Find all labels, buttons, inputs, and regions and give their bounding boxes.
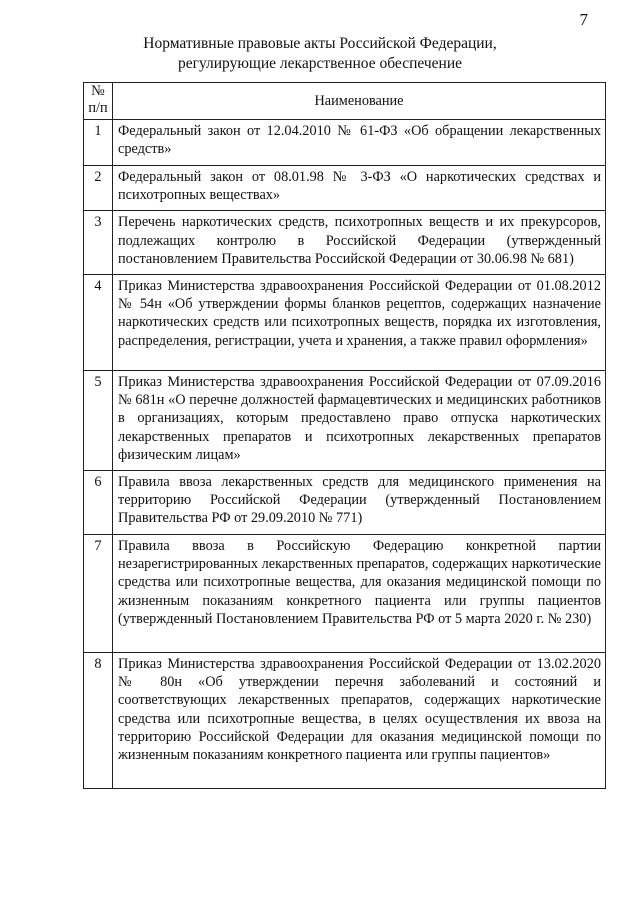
row-number: 6 [84,471,113,535]
header-name-cell: Наименование [113,83,606,120]
row-name: Перечень наркотических средств, психотропных веществ и их прекурсоров, подлежащих контролю в Российской Федерации (утвержденный постановлением Правительства Российской Федерации от 30.06.98 № 681) [113,211,606,275]
table-row [84,211,606,275]
row-name: Приказ Министерства здравоохранения Российской Федерации от 01.08.2012 № 54н «Об утверждении формы бланков рецептов, содержащих назначение наркотических средств или психотропных веществ, порядка их изготовления, распределения, регистрации, учета и хранения, а также правил оформления» [113,275,606,371]
row-name: Федеральный закон от 08.01.98 № 3-ФЗ «О наркотических средствах и психотропных веществах» [113,166,606,211]
table-row [84,653,606,789]
table-row [84,120,606,166]
row-name: Правила ввоза в Российскую Федерацию конкретной партии незарегистрированных лекарственных препаратов, содержащих наркотические средства или психотропные вещества, для оказания медицинской помощи по жизненным показаниям конкретного пациента или группы пациентов (утвержденный Постановлением Правительства РФ от 5 марта 2020 г. № 230) [113,535,606,653]
row-name: Федеральный закон от 12.04.2010 № 61-ФЗ «Об обращении лекарственных средств» [113,120,606,166]
header-number-symbol: № [91,83,105,99]
row-number: 5 [84,371,113,471]
row-number: 8 [84,653,113,789]
row-number: 3 [84,211,113,275]
row-number: 1 [84,120,113,166]
page-number: 7 [579,10,588,29]
row-number: 2 [84,166,113,211]
row-name: Правила ввоза лекарственных средств для медицинского применения на территорию Российской Федерации (утвержденный Постановлением Правительства РФ от 29.09.2010 № 771) [113,471,606,535]
document-title [0,34,640,74]
row-number: 7 [84,535,113,653]
table-row [84,275,606,371]
row-number: 4 [84,275,113,371]
table-row [84,535,606,653]
header-number-abbr: п/п [88,100,108,116]
row-name: Приказ Министерства здравоохранения Российской Федерации от 07.09.2016 № 681н «О перечне должностей фармацевтических и медицинских работников в организациях, которым предоставлено право отпуска наркотических лекарственных препаратов и психотропных лекарственных препаратов физическим лицам» [113,371,606,471]
table-header-row [84,83,606,120]
header-number-cell [84,83,113,120]
document-title-line-1: Нормативные правовые акты Российской Федерации, [143,35,497,52]
row-name: Приказ Министерства здравоохранения Российской Федерации от 13.02.2020 № 80н «Об утверждении перечня заболеваний и состояний и соответствующих лекарственных препаратов, содержащих наркотические средства или психотропные вещества, в целях осуществления их ввоза на территорию Российской Федерации для оказания медицинской помощи по жизненным показаниям конкретного пациента или группы пациентов» [113,653,606,789]
acts-table [83,82,606,789]
document-title-line-2: регулирующие лекарственное обеспечение [177,55,463,72]
table-row [84,471,606,535]
table-row [84,166,606,211]
table-row [84,371,606,471]
